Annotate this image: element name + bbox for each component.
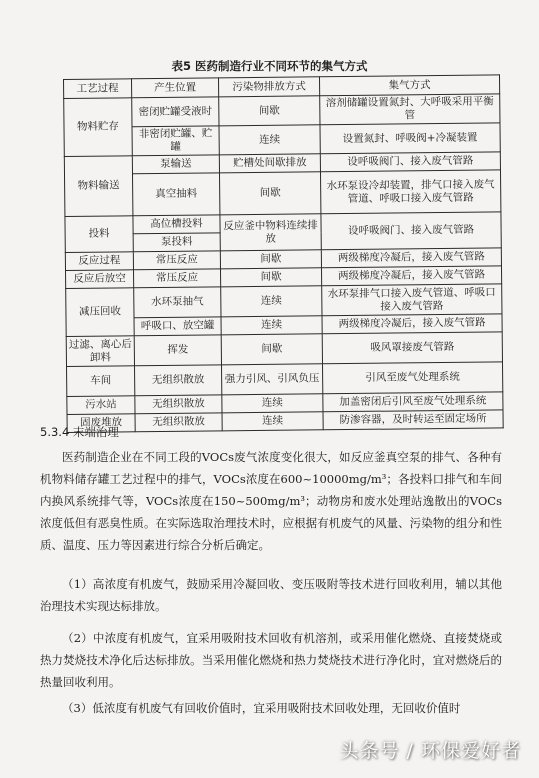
emission-cell: 连续 [221,316,322,335]
table-row [66,284,502,319]
process-cell: 物料输送 [64,156,133,217]
method-cell: 设置氮封、呼吸阀+冷凝装置 [320,123,500,154]
position-cell: 泵投料 [133,233,220,252]
body-paragraph: （1）高浓度有机废气，鼓励采用冷凝回收、变压吸附等技术进行回收利用，辅以其他治理技术实现达标排放。 [40,577,502,613]
header-method: 集气方式 [319,75,499,96]
position-cell: 真空抽料 [132,173,219,216]
body-paragraph: （2）中浓度有机废气，宜采用吸附技术回收有机溶剂，或采用催化燃烧、直接焚烧或热力焚烧技术净化后达标排放。当采用催化燃烧和热力焚烧技术进行净化时，宜对燃烧后的热量回收利用。 [40,631,502,689]
emission-cell: 强力引风、引风负压 [222,364,323,395]
process-cell: 反应过程 [65,252,133,271]
process-cell: 物料贮存 [64,98,133,157]
position-cell: 无组织散放 [135,395,222,414]
emission-cell: 间歇 [219,96,320,126]
emission-cell: 贮槽处间歇排放 [219,154,320,173]
method-cell: 两级梯度冷凝后，接入废气管路 [321,266,501,286]
position-cell: 挥发 [134,335,221,366]
header-process: 工艺过程 [64,79,132,99]
table-row [67,362,503,397]
source-watermark: 头条号 / 环保爱好者 [339,740,521,762]
position-cell: 常压反应 [133,251,220,270]
method-cell: 两级梯度冷凝后，接入废气管路 [321,248,501,268]
process-cell: 减压回收 [66,288,134,337]
process-cell: 车间 [67,366,135,397]
position-cell: 无组织散放 [135,413,222,432]
method-cell: 溶剂储罐设置氮封、大呼吸采用平衡管 [320,94,500,125]
position-cell: 无组织散放 [135,365,222,396]
method-cell: 水环泵排气口接入废气管道、呼吸口接入废气管路 [322,284,502,316]
header-emission: 污染物排放方式 [218,77,319,97]
method-cell: 吸风罩接废气管路 [322,332,502,364]
emission-cell: 间歇 [220,250,321,269]
position-cell: 密闭贮罐受液时 [132,97,219,127]
process-cell: 反应后放空 [66,270,134,289]
table-row [67,410,503,433]
emission-cell: 连续 [221,286,322,317]
method-cell: 水环泵设冷却装置，排气口接入废气管道、呼吸口接入废气管路 [320,170,500,214]
body-paragraph: 医药制造企业在不同工段的VOCs废气浓度变化很大，如反应釜真空泵的排气、各种有机物料储存罐工艺过程中的排气，VOCs浓度在600~10000mg/m³；各投料口排气和车间内换风系统排气等，VOCs浓度在150~500mg/m³；动物房和废水处理站逸散出的VOCs浓度低但有恶臭性质。在实际选取治理技术时，应根据有机废气的风量、污染物的组分和性质、温度、压力等因素进行综合分析后确定。 [40,450,502,552]
emission-cell: 间歇 [220,268,321,287]
method-cell: 两级梯度冷凝后，接入废气管路 [322,314,502,334]
method-cell: 加盖密闭后引风至废气处理系统 [323,392,503,412]
body-paragraph: （3）低浓度有机废气有回收价值时，宜采用吸附技术回收处理，无回收价值时 [62,701,461,715]
position-cell: 常压反应 [134,269,221,288]
table-caption: 表5 医药制造行业不同环节的集气方式 [171,59,368,73]
position-cell: 水环泵抽气 [134,287,221,318]
emission-cell: 间歇 [221,334,322,365]
position-cell: 呼吸口、放空罐 [134,317,221,336]
section-heading: 5.3.4 末端治理 [40,425,119,439]
method-cell: 设呼吸阀门、接入废气管路 [320,152,500,172]
position-cell: 泵输送 [132,155,219,174]
method-cell: 防渗容器，及时转运至固定场所 [323,410,503,430]
emission-cell: 连续 [222,394,323,413]
position-cell: 高位槽投料 [133,215,220,234]
table-row [65,212,501,235]
gas-collection-table [63,74,504,433]
table-row [64,94,500,128]
table-row [66,332,502,367]
process-cell: 污水站 [67,396,135,415]
method-cell: 设呼吸阀门、接入废气管路 [321,212,501,250]
process-cell: 固废堆放 [67,414,135,433]
header-position: 产生位置 [132,78,219,98]
process-cell: 过滤、离心后卸料 [66,336,134,367]
emission-cell: 连续 [219,125,320,155]
emission-cell: 反应釜中物料连续排放 [220,214,321,251]
emission-cell: 连续 [222,412,323,431]
method-cell: 引风至废气处理系统 [322,362,502,394]
position-cell: 非密闭贮罐、贮罐 [132,126,219,156]
process-cell: 投料 [65,216,133,253]
emission-cell: 间歇 [219,172,320,215]
